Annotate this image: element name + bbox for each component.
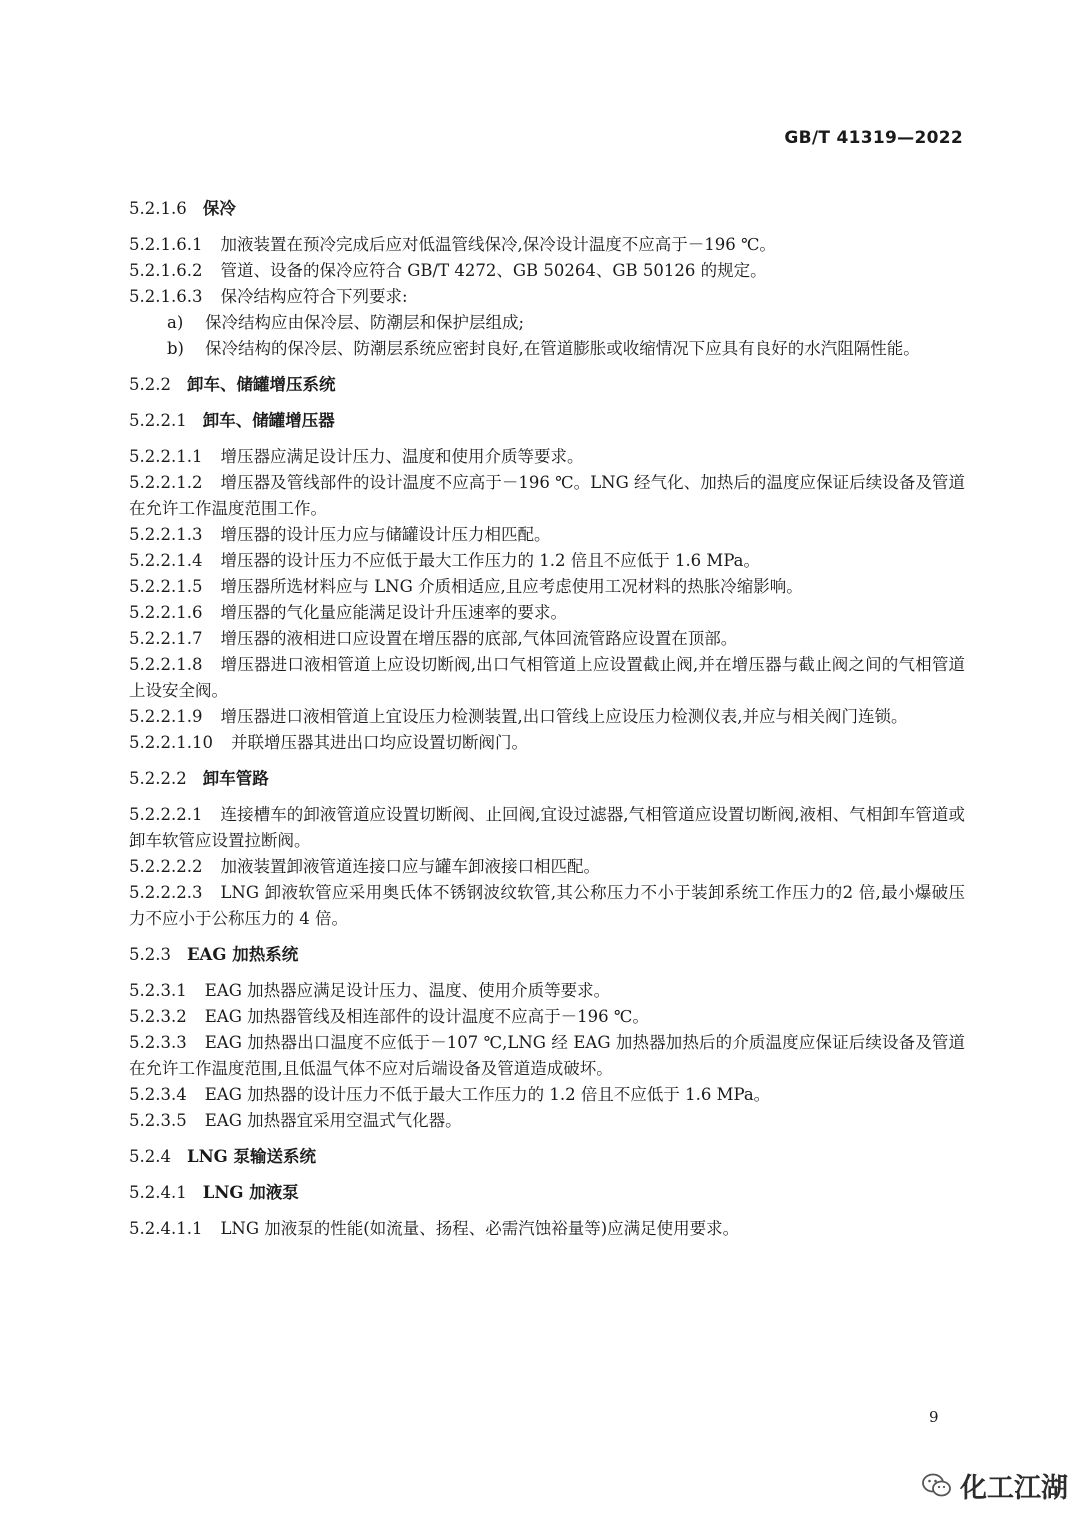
clause-paragraph (129, 1004, 965, 1030)
list-marker: a) (167, 313, 184, 332)
section-title: EAG 加热系统 (186, 945, 299, 964)
clause-text: 增压器的设计压力不应低于最大工作压力的 1.2 倍且不应低于 1.6 MPa。 (220, 551, 761, 570)
list-marker: b) (167, 339, 184, 358)
section-title: LNG 加液泵 (202, 1183, 299, 1202)
clause-text: EAG 加热器应满足设计压力、温度、使用介质等要求。 (204, 981, 611, 1000)
clause-number: 5.2.1.6.3 (129, 287, 203, 306)
clause-paragraph (129, 284, 965, 310)
clause-paragraph (129, 1082, 965, 1108)
clause-text: 连接槽车的卸液管道应设置切断阀、止回阀,宜设过滤器,气相管道应设置切断阀,液相、气相卸车管道或卸车软管应设置拉断阀。 (129, 805, 965, 850)
list-item-text: 保冷结构应由保冷层、防潮层和保护层组成; (205, 313, 525, 332)
clause-number: 5.2.2.1.1 (129, 447, 203, 466)
section-heading (129, 372, 965, 398)
section-title: 卸车管路 (202, 769, 269, 788)
clause-paragraph (129, 730, 965, 756)
clause-text: EAG 加热器宜采用空温式气化器。 (204, 1111, 462, 1130)
clause-number: 5.2.2.2.1 (129, 805, 203, 824)
section-number: 5.2.2 (129, 375, 171, 394)
wechat-icon (922, 1473, 952, 1499)
clause-paragraph (129, 1216, 965, 1242)
clause-text: LNG 加液泵的性能(如流量、扬程、必需汽蚀裕量等)应满足使用要求。 (220, 1219, 740, 1238)
list-item (129, 336, 965, 362)
section-number: 5.2.2.1 (129, 411, 187, 430)
clause-number: 5.2.1.6.2 (129, 261, 203, 280)
section-heading (129, 1144, 965, 1170)
section-heading (129, 408, 965, 434)
clause-paragraph (129, 548, 965, 574)
clause-number: 5.2.3.3 (129, 1033, 187, 1052)
section-title: 卸车、储罐增压器 (202, 411, 335, 430)
clause-paragraph (129, 470, 965, 522)
section-title: LNG 泵输送系统 (186, 1147, 317, 1166)
clause-number: 5.2.4.1.1 (129, 1219, 203, 1238)
clause-paragraph (129, 600, 965, 626)
section-heading (129, 942, 965, 968)
clause-text: 增压器的液相进口应设置在增压器的底部,气体回流管路应设置在顶部。 (220, 629, 738, 648)
clause-number: 5.2.2.1.4 (129, 551, 203, 570)
clause-number: 5.2.2.1.10 (129, 733, 213, 752)
clause-paragraph (129, 978, 965, 1004)
clause-paragraph (129, 522, 965, 548)
clause-number: 5.2.2.1.3 (129, 525, 203, 544)
clause-text: EAG 加热器出口温度不应低于－107 ℃,LNG 经 EAG 加热器加热后的介质温度应保证后续设备及管道在允许工作温度范围,且低温气体不应对后端设备及管道造成破坏。 (129, 1033, 965, 1078)
clause-number: 5.2.1.6.1 (129, 235, 203, 254)
clause-number: 5.2.2.2.2 (129, 857, 203, 876)
clause-paragraph (129, 1030, 965, 1082)
list-item-text: 保冷结构的保冷层、防潮层系统应密封良好,在管道膨胀或收缩情况下应具有良好的水汽阻隔性能。 (205, 339, 920, 358)
clause-number: 5.2.2.1.9 (129, 707, 203, 726)
clause-text: 增压器进口液相管道上应设切断阀,出口气相管道上应设置截止阀,并在增压器与截止阀之间的气相管道上设安全阀。 (129, 655, 965, 700)
clause-text: 增压器应满足设计压力、温度和使用介质等要求。 (220, 447, 584, 466)
clause-paragraph (129, 1108, 965, 1134)
document-body (129, 186, 965, 1242)
clause-text: 增压器所选材料应与 LNG 介质相适应,且应考虑使用工况材料的热胀冷缩影响。 (220, 577, 803, 596)
brand-name: 化工江湖 (960, 1473, 1068, 1504)
section-number: 5.2.4 (129, 1147, 171, 1166)
clause-number: 5.2.3.5 (129, 1111, 187, 1130)
clause-number: 5.2.2.1.5 (129, 577, 203, 596)
clause-number: 5.2.2.1.2 (129, 473, 203, 492)
clause-number: 5.2.3.1 (129, 981, 187, 1000)
standard-code: GB/T 41319—2022 (784, 128, 963, 148)
clause-paragraph (129, 802, 965, 854)
clause-number: 5.2.2.1.7 (129, 629, 203, 648)
section-number: 5.2.2.2 (129, 769, 187, 788)
clause-text: 保冷结构应符合下列要求: (220, 287, 408, 306)
clause-paragraph (129, 258, 965, 284)
clause-number: 5.2.3.4 (129, 1085, 187, 1104)
clause-text: 管道、设备的保冷应符合 GB/T 4272、GB 50264、GB 50126 的规定。 (220, 261, 767, 280)
clause-paragraph (129, 854, 965, 880)
clause-paragraph (129, 626, 965, 652)
section-number: 5.2.4.1 (129, 1183, 187, 1202)
clause-paragraph (129, 652, 965, 704)
clause-paragraph (129, 880, 965, 932)
section-heading (129, 766, 965, 792)
clause-paragraph (129, 574, 965, 600)
clause-text: EAG 加热器的设计压力不低于最大工作压力的 1.2 倍且不应低于 1.6 MPa。 (204, 1085, 771, 1104)
clause-text: 增压器的气化量应能满足设计升压速率的要求。 (220, 603, 567, 622)
clause-paragraph (129, 704, 965, 730)
clause-text: 增压器的设计压力应与储罐设计压力相匹配。 (220, 525, 551, 544)
clause-number: 5.2.2.1.8 (129, 655, 203, 674)
clause-number: 5.2.2.2.3 (129, 883, 203, 902)
section-number: 5.2.1.6 (129, 199, 187, 218)
clause-number: 5.2.3.2 (129, 1007, 187, 1026)
section-title: 卸车、储罐增压系统 (186, 375, 336, 394)
clause-text: 加液装置卸液管道连接口应与罐车卸液接口相匹配。 (220, 857, 600, 876)
clause-paragraph (129, 444, 965, 470)
section-heading (129, 196, 965, 222)
clause-text: 加液装置在预冷完成后应对低温管线保冷,保冷设计温度不应高于－196 ℃。 (220, 235, 776, 254)
watermark-brand (922, 1466, 1068, 1505)
clause-text: 增压器及管线部件的设计温度不应高于－196 ℃。LNG 经气化、加热后的温度应保证后续设备及管道在允许工作温度范围工作。 (129, 473, 965, 518)
clause-number: 5.2.2.1.6 (129, 603, 203, 622)
clause-text: 并联增压器其进出口均应设置切断阀门。 (230, 733, 528, 752)
clause-text: LNG 卸液软管应采用奥氏体不锈钢波纹软管,其公称压力不小于装卸系统工作压力的2 倍,最小爆破压力不应小于公称压力的 4 倍。 (129, 883, 965, 928)
section-heading (129, 1180, 965, 1206)
section-title: 保冷 (202, 199, 236, 218)
page-number: 9 (929, 1408, 939, 1426)
section-number: 5.2.3 (129, 945, 171, 964)
clause-text: 增压器进口液相管道上宜设压力检测装置,出口管线上应设压力检测仪表,并应与相关阀门连锁。 (220, 707, 908, 726)
list-item (129, 310, 965, 336)
clause-text: EAG 加热器管线及相连部件的设计温度不应高于－196 ℃。 (204, 1007, 649, 1026)
clause-paragraph (129, 232, 965, 258)
